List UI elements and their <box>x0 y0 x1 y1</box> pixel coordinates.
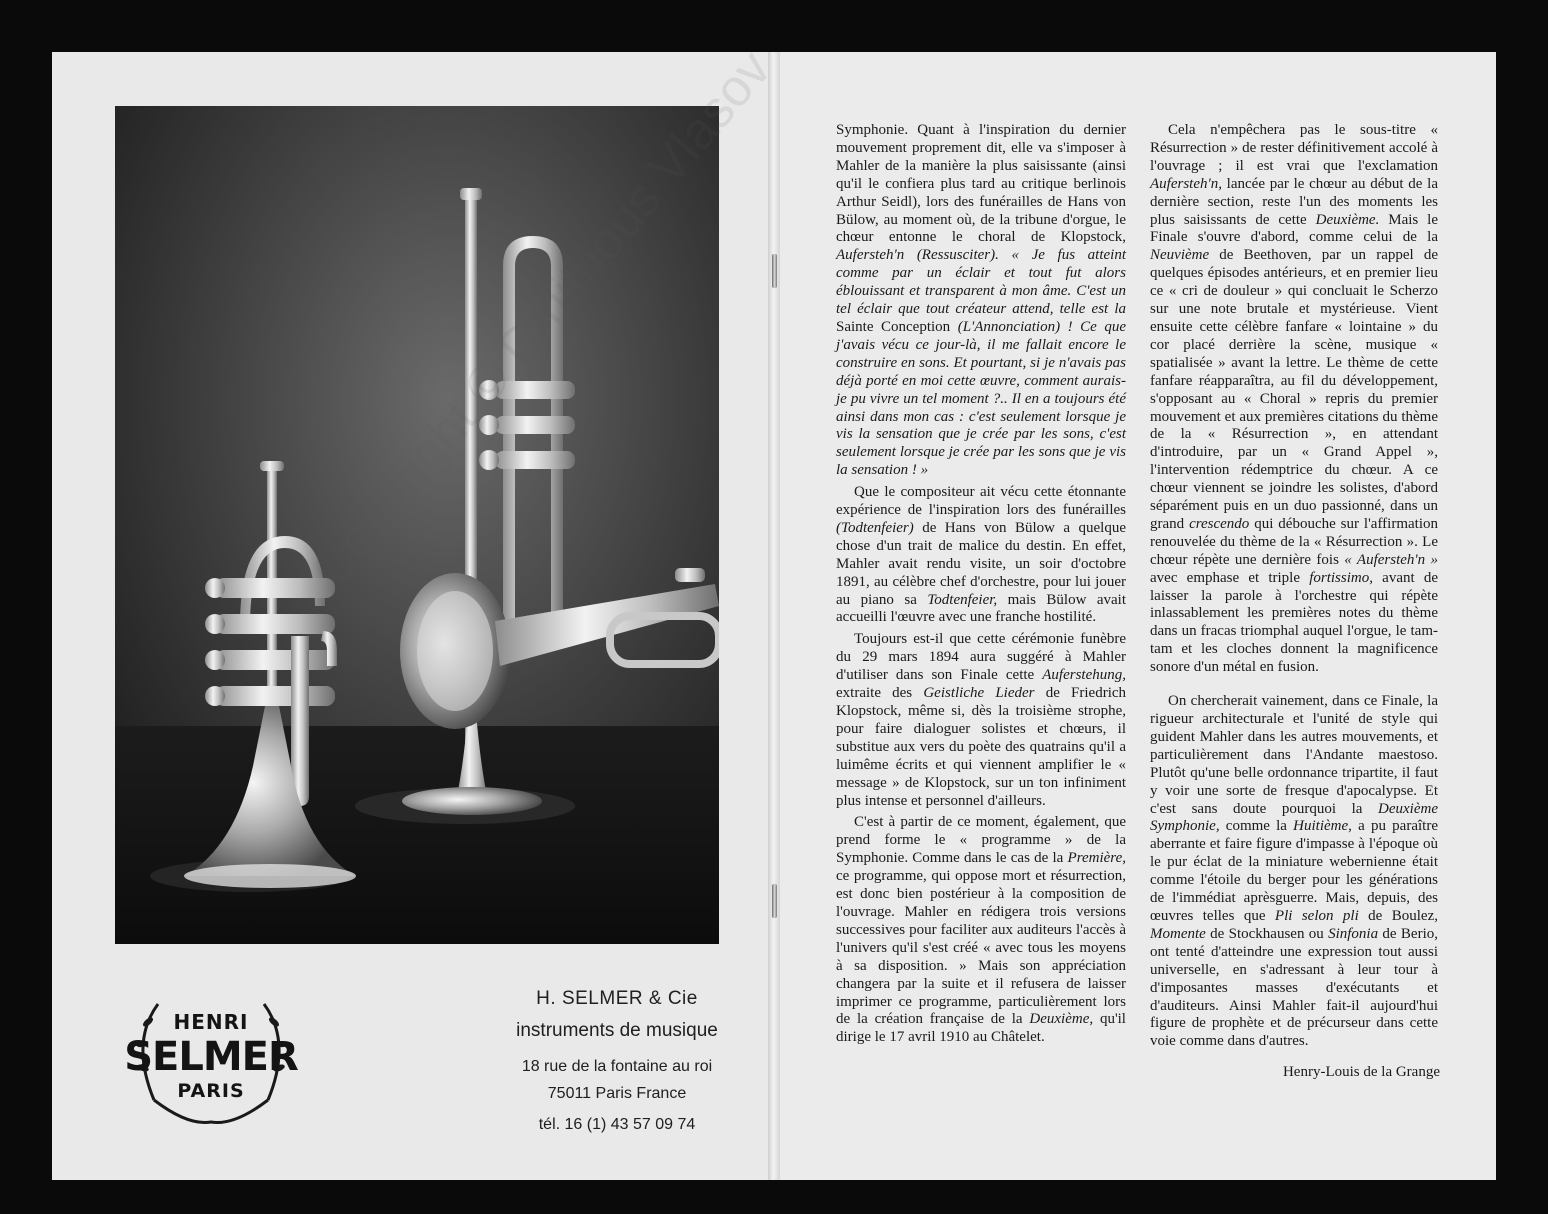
selmer-logo <box>118 982 304 1130</box>
logo-selmer: SELMER <box>124 1034 298 1080</box>
trumpets-photograph <box>115 106 719 944</box>
company-tagline: instruments de musique <box>516 1020 718 1041</box>
company-phone: tél. 16 (1) 43 57 09 74 <box>538 1116 696 1133</box>
paragraph: Que le compositeur ait vécu cette étonnante expérience de l'inspiration lors des funérailles (Todtenfeier) de Hans von Bülow a quelque chose d'un trait de malice du destin. En effet, Mahler avait rendu visite, un soir d'octobre 1891, au célèbre chef d'orchestre, pour lui jouer au piano sa Todtenfeier, mais Bülow avait accueilli l'œuvre avec une franche hostilité. <box>836 484 1126 626</box>
company-city: 75011 Paris France <box>547 1085 687 1102</box>
company-address: 18 rue de la fontaine au roi <box>521 1058 713 1075</box>
paragraph: Cela n'empêchera pas le sous-titre « Résurrection » de rester définitivement accolé à l'ouvrage ; il est vrai que l'exclamation Aufersteh'n, lancée par le chœur au début de la dernière section, reste l'un des moments les plus saisissants de cette Deuxième. Mais le Finale s'ouvre d'abord, comme celui de la Neuvième de Beethoven, par un rappel de quelques épisodes antérieurs, et en premier lieu ce « cri de douleur » qui concluait le Scherzo sur une note brutale et mystérieuse. Vient ensuite cette célèbre fanfare « lointaine » du cor placé derrière la scène, musique « spatialisée » avant la lettre. Le thème de cette fanfare réapparaîtra, au fil du développement, s'opposant au « Choral » repris du premier mouvement et aux premières citations du thème de la « Résurrection », en attendant d'introduire, par un « Grand Appel », l'intervention rédemptrice du chœur. A ce chœur viennent se joindre les solistes, d'abord séparément puis en un duo passionné, dans un grand crescendo qui débouche sur l'affirmation renouvelée du thème de la « Résurrection ». Le chœur répète une dernière fois « Aufersteh'n » avec emphase et triple fortissimo, avant de laisser la parole à l'orchestre qui répète inlassablement les premières notes du thème dans un fracas triomphal auquel l'orgue, le tam-tam et les cloches donnent la magnificence sonore d'un métal en fusion. <box>1150 122 1438 676</box>
article-column-2 <box>1150 122 1438 1051</box>
paragraph: On chercherait vainement, dans ce Finale, la rigueur architecturale et l'unité de style qui guident Mahler dans les autres mouvements, et particulièrement dans l'Andante maestoso. Plutôt qu'une belle ordonnance tripartite, il faut y voir une sorte de fresque d'apocalypse. Et c'est sans doute pourquoi la Deuxième Symphonie, comme la Huitième, a pu paraître aberrante et faire figure d'impasse à l'époque où le pur éclat de la miniature webernienne était comme l'étoile du berger pour les générations de l'immédiat aprèsguerre. Mais, depuis, des œuvres telles que Pli selon pli de Boulez, Momente de Stockhausen ou Sinfonia de Berio, ont tenté d'atteindre une expression tout aussi universelle, en s'adressant à leur tour à d'imposantes masses d'exécutants et d'auditeurs. Ainsi Mahler fait-il aujourd'hui figure de prophète et de précurseur dans cette voie comme dans d'autres. <box>1150 693 1438 1050</box>
logo-paris: PARIS <box>177 1080 245 1102</box>
staple-bottom <box>772 884 777 918</box>
logo-henri: HENRI <box>173 1010 249 1034</box>
book-gutter <box>768 52 780 1180</box>
paragraph: C'est à partir de ce moment, également, que prend forme le « programme » de la Symphonie. Comme dans le cas de la Première, ce programme, qui oppose mort et résurrection, est donc bien postérieur à la composition de l'ouvrage. Mahler en rédigera trois versions successives pour faciliter aux auditeurs l'accès à l'univers qu'il s'est créé « avec tous les moyens à sa disposition. » Mais son appréciation changera par la suite et il refusera de laisser imprimer ce programme, particulièrement lors de la création française de la Deuxième, qu'il dirige le 17 avril 1910 au Châtelet. <box>836 814 1126 1046</box>
trumpets-illustration <box>115 106 719 944</box>
article-column-1 <box>836 122 1126 1047</box>
company-name: H. SELMER & Cie <box>536 988 698 1009</box>
paragraph: Toujours est-il que cette cérémonie funèbre du 29 mars 1894 aura suggéré à Mahler d'utiliser dans son Finale cette Auferstehung, extraite des Geistliche Lieder de Friedrich Klopstock, même si, dès la troisième strophe, pour faire dialoguer solistes et chœurs, il substitue aux vers du poète des quatrains qu'il a luimême écrits et qui viennent amplifier le « message » de Klopstock, sur un ton infiniment plus intense et personnel d'ailleurs. <box>836 631 1127 809</box>
staple-top <box>772 254 777 288</box>
author-signature: Henry-Louis de la Grange <box>1282 1064 1440 1080</box>
paragraph: Symphonie. Quant à l'inspiration du dernier mouvement proprement dit, elle va s'imposer à Mahler de la manière la plus saisissante (ainsi qu'il le confiera plus tard au critique berlinois Arthur Seidl), lors des funérailles de Hans von Bülow, au moment où, de la tribune d'orgue, le chœur entonne le choral de Klopstock, Aufersteh'n (Ressusciter). « Je fus atteint comme par un éclair et tout fut alors éblouissant et transparent à mon âme. C'est un tel éclair que tout créateur attend, telle est la Sainte Conception (L'Annonciation) ! Ce que j'avais vécu ce jour-là, il me fallait encore le construire en sons. Et pourtant, si je n'avais pas déjà porté en moi cette œuvre, comment aurais-je pu vivre un tel moment ?.. Il en a toujours été ainsi dans mon cas : c'est seulement lorsque je vis la sensation que je crée par les sons, c'est seulement lorsque je crée par les sons que je vis la sensation ! » <box>836 122 1126 479</box>
